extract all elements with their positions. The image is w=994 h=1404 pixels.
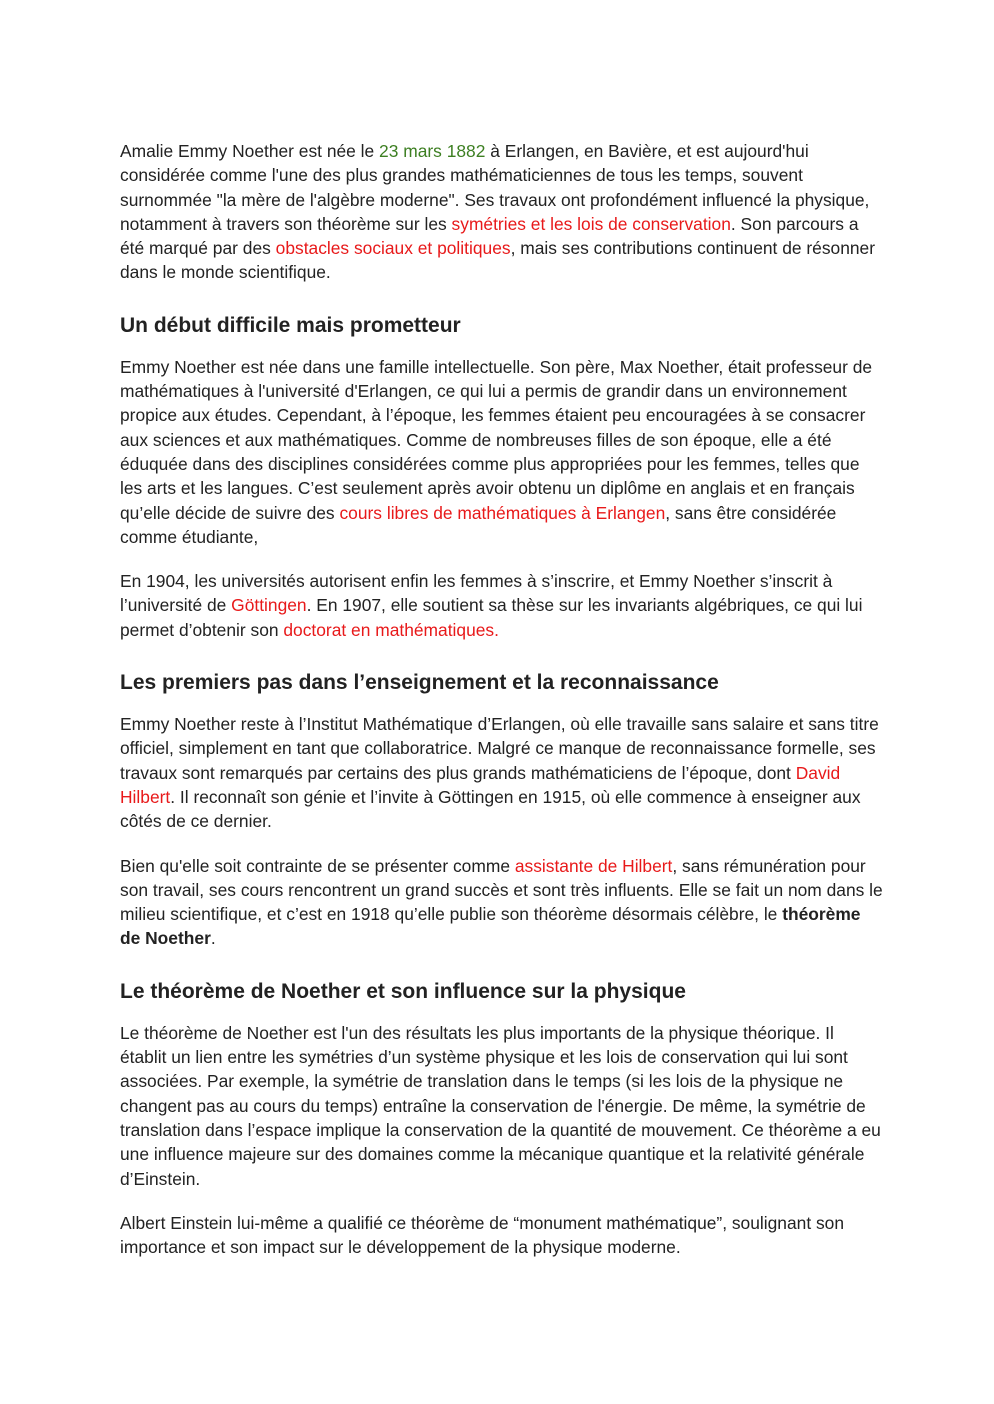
section1-paragraph-1 — [120, 355, 884, 549]
body-text: . — [210, 928, 216, 949]
section-heading-enseignement: Les premiers pas dans l’enseignement et la reconnaissance — [120, 671, 719, 695]
symmetries-conservation-link[interactable]: symétries et les lois de conservation — [451, 213, 731, 234]
section2-paragraph-1 — [120, 712, 884, 833]
body-text: Bien qu'elle soit contrainte de se présenter comme — [120, 855, 515, 876]
hilbert-link[interactable]: David Hilbert — [120, 762, 841, 807]
body-text: , sans rémunération pour son travail, ses cours rencontrent un grand succès et sont très influents. Elle se fait un nom dans le milieu scientifique, et c’est en 1918 qu’elle publie son théorème désormais célèbre, le — [120, 855, 883, 925]
intro-text: Amalie Emmy Noether est née le — [120, 141, 380, 161]
theorem-name-bold: théorème de Noether — [120, 904, 861, 949]
doctorate-link[interactable]: doctorat en mathématiques. — [283, 619, 499, 640]
body-text: . Il reconnaît son génie et l’invite à Göttingen en 1915, où elle commence à enseigner aux côtés de ce dernier. — [120, 786, 861, 832]
section2-paragraph-2 — [120, 854, 884, 951]
intro-paragraph — [120, 139, 884, 285]
obstacles-link[interactable]: obstacles sociaux et politiques — [275, 238, 511, 259]
body-text: En 1904, les universités autorisent enfin les femmes à s’inscrire, et Emmy Noether s’inscrit à l’université de — [120, 571, 833, 616]
assistant-hilbert-link[interactable]: assistante de Hilbert — [514, 855, 673, 876]
body-text: Emmy Noether reste à l’Institut Mathématique d’Erlangen, où elle travaille sans salaire et sans titre officiel, simplement en tant que collaboratrice. Malgré ce manque de reconnaissance formelle, ses travaux sont remarqués par certains des plus grands mathématiciens de l’époque, dont — [120, 714, 879, 783]
body-text: , sans être considérée comme étudiante, — [120, 502, 837, 547]
birth-date-link[interactable]: 23 mars 1882 — [379, 141, 486, 161]
section-heading-debut: Un début difficile mais prometteur — [120, 313, 461, 337]
body-text: Emmy Noether est née dans une famille intellectuelle. Son père, Max Noether, était professeur de mathématiques à l'université d'Erlangen, ce qui lui a permis de grandir dans un environnement propice aux études. Cependant, à l’époque, les femmes étaient peu encouragées à se consacrer aux sciences et aux mathématiques. Comme de nombreuses filles de son époque, elle a été éduquée dans des disciplines considérées comme plus appropriées pour les femmes, telles que les arts et les langues. C’est seulement après avoir obtenu un diplôme en anglais et en français qu’elle décide de suivre des — [120, 356, 873, 523]
intro-text: à Erlangen, en Bavière, et est aujourd'hui considérée comme l'une des plus grandes mathématiciennes de tous les temps, souvent surnommée "la mère de l'algèbre moderne". Ses travaux ont profondément influencé la physique, notamment à travers son théorème sur les — [120, 141, 870, 234]
gottingen-link[interactable]: Göttingen — [231, 595, 307, 616]
intro-text: . Son parcours a été marqué par des — [120, 213, 859, 259]
section3-paragraph-1: Le théorème de Noether est l'un des résultats les plus importants de la physique théorique. Il établit un lien entre les symétries d’un système physique et les lois de conservation qui lui sont associées. Par exemple, la symétrie de translation dans le temps (si les lois de la physique ne changent pas au cours du temps) entraîne la conservation de l'énergie. De même, la symétrie de translation dans l’espace implique la conservation de la quantité de mouvement. Ce théorème a eu une influence majeure sur des domaines comme la mécanique quantique et la relativité générale d’Einstein. — [120, 1022, 881, 1189]
intro-text: , mais ses contributions continuent de résonner dans le monde scientifique. — [120, 238, 876, 283]
section1-paragraph-2 — [120, 569, 884, 642]
courses-erlangen-link[interactable]: cours libres de mathématiques à Erlangen — [339, 502, 666, 523]
section-heading-theoreme: Le théorème de Noether et son influence sur la physique — [120, 979, 686, 1003]
body-text: . En 1907, elle soutient sa thèse sur les invariants algébriques, ce qui lui permet d’obtenir son — [120, 595, 863, 640]
section3-paragraph-2: Albert Einstein lui-même a qualifié ce théorème de “monument mathématique”, soulignant son importance et son impact sur le développement de la physique moderne. — [120, 1212, 845, 1258]
